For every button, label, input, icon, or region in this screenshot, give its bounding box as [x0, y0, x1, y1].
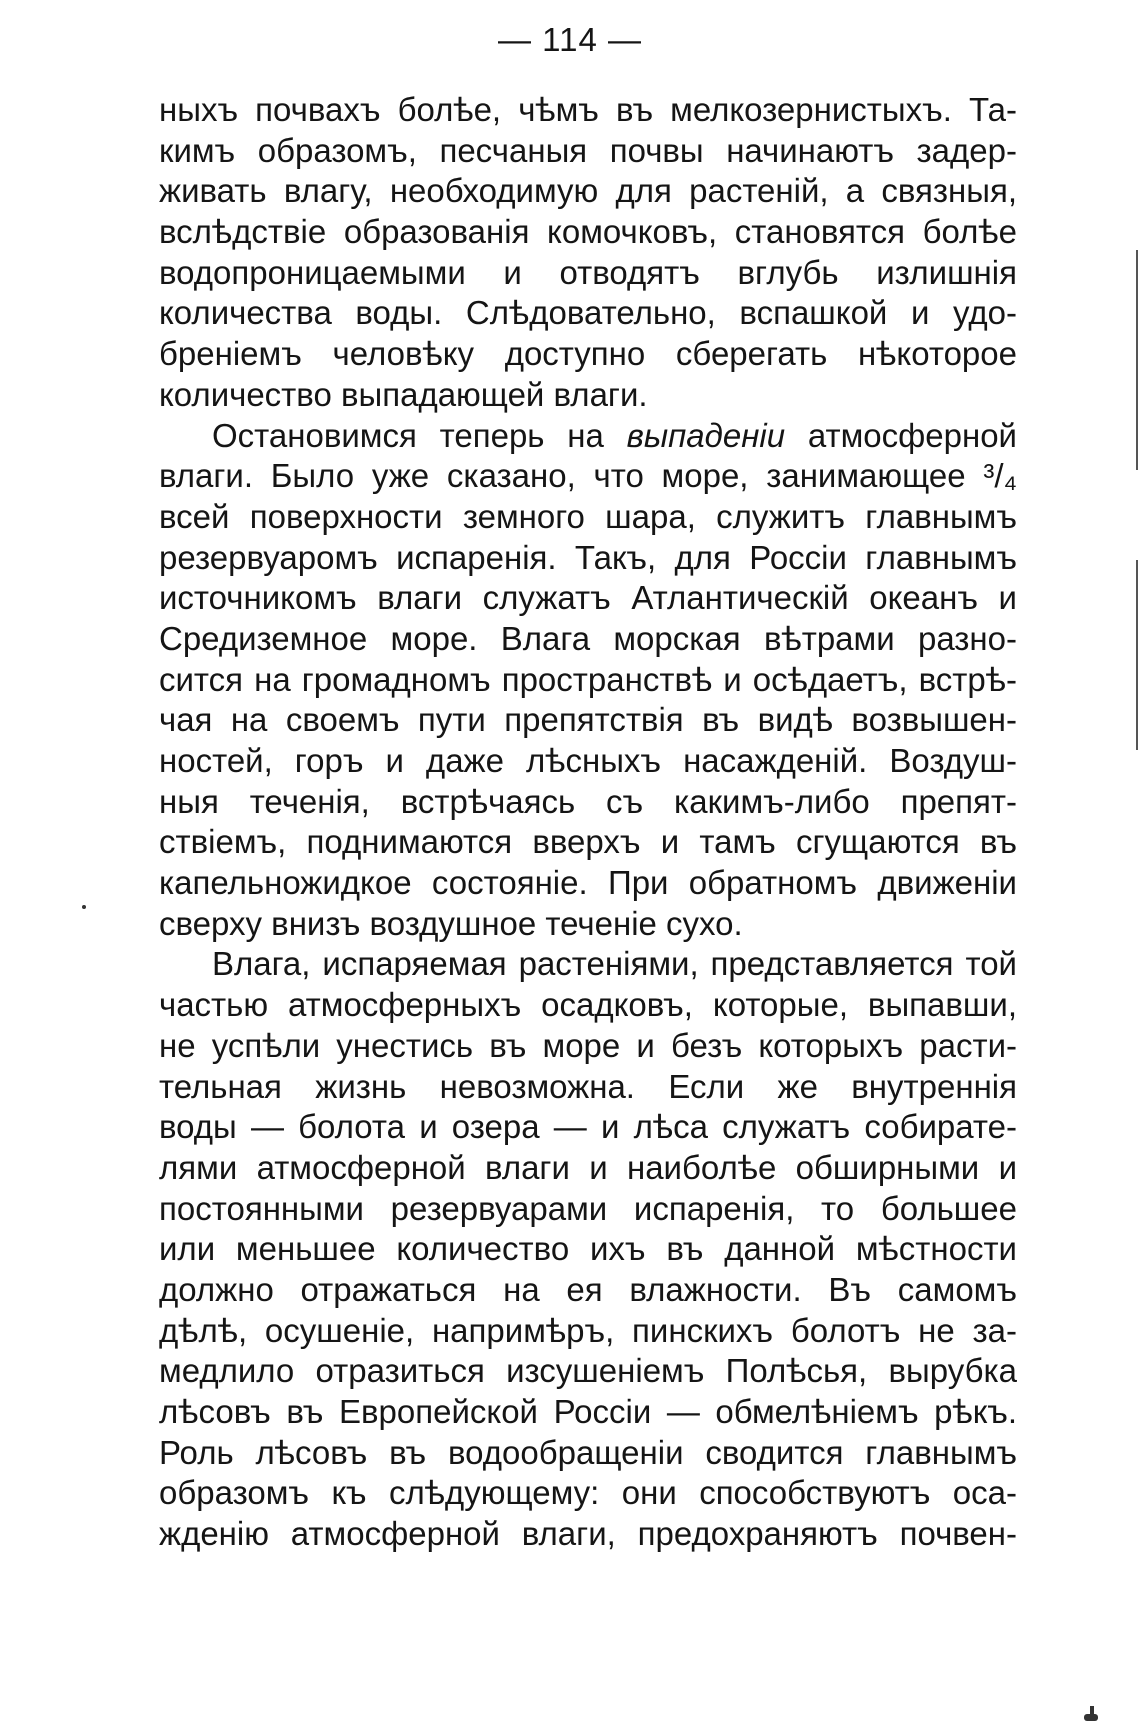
- scan-speck: [82, 905, 86, 909]
- text-line: медлило отразиться изсушеніемъ Полѣсья, вырубка: [159, 1352, 1017, 1390]
- text-line: резервуаромъ испаренія. Такъ, для Россіи главнымъ: [159, 538, 1017, 576]
- text-line: лями атмосферной влаги и наиболѣе обширными и: [159, 1148, 1017, 1186]
- text-line: Средиземное море. Влага морская вѣтрами разно-: [159, 619, 1017, 657]
- page-edge-line: [1136, 560, 1138, 750]
- text-line: должно отражаться на ея влажности. Въ самомъ: [159, 1270, 1017, 1308]
- text-line: кимъ образомъ, песчаныя почвы начинаютъ задер-: [159, 131, 1017, 169]
- text-line: источникомъ влаги служатъ Атлантическій океанъ и: [159, 579, 1017, 617]
- scan-speck: [1090, 1706, 1094, 1714]
- text-line: вслѣдствіе образованія комочковъ, становятся болѣе: [159, 213, 1017, 251]
- text-line: лѣсовъ въ Европейской Россіи — обмелѣніемъ рѣкъ.: [159, 1393, 1017, 1430]
- text-line: влаги. Было уже сказано, что море, занимающее ³/₄: [159, 457, 1017, 495]
- page-number: — 114 —: [498, 21, 642, 58]
- text-line: или меньшее количество ихъ въ данной мѣстности: [159, 1230, 1017, 1268]
- text-line: постоянными резервуарами испаренія, то большее: [159, 1189, 1017, 1227]
- text-line: количество выпадающей влаги.: [159, 375, 648, 413]
- text-line: не успѣли унестись въ море и безъ которыхъ расти-: [159, 1026, 1017, 1064]
- text-line: сится на громадномъ пространствѣ и осѣдаетъ, встрѣ-: [159, 660, 1017, 698]
- text-line: ныя теченія, встрѣчаясь съ какимъ-либо препят-: [159, 782, 1017, 820]
- scan-speck: [1084, 1714, 1098, 1721]
- text-line: количества воды. Слѣдовательно, вспашкой и удо-: [159, 294, 1017, 332]
- text-line: ствіемъ, поднимаются вверхъ и тамъ сгущаются въ: [159, 823, 1017, 861]
- page-edge-line: [1136, 250, 1138, 470]
- text-line: Влага, испаряемая растеніями, представляется той: [212, 945, 1017, 983]
- text-line: дѣлѣ, осушеніе, напримѣръ, пинскихъ болотъ не за-: [159, 1311, 1017, 1349]
- text-line: Остановимся теперь на выпаденіи атмосферной: [212, 416, 1017, 454]
- text-line: ностей, горъ и даже лѣсныхъ насажденій. Воздуш-: [159, 742, 1017, 779]
- text-line: бреніемъ человѣку доступно сберегать нѣкоторое: [159, 335, 1017, 373]
- text-line: образомъ къ слѣдующему: они способствуютъ оса-: [159, 1474, 1017, 1512]
- text-line: жденію атмосферной влаги, предохраняютъ почвен-: [159, 1515, 1017, 1553]
- text-line: живать влагу, необходимую для растеній, а связныя,: [159, 172, 1017, 210]
- text-line: всей поверхности земного шара, служитъ главнымъ: [159, 497, 1017, 535]
- text-line: ныхъ почвахъ болѣе, чѣмъ въ мелкозернистыхъ. Та-: [159, 91, 1017, 128]
- text-line: капельножидкое состояніе. При обратномъ движеніи: [159, 864, 1017, 902]
- text-line: воды — болота и озера — и лѣса служатъ собирате-: [159, 1108, 1017, 1146]
- text-line: чая на своемъ пути препятствія въ видѣ возвышен-: [159, 701, 1017, 739]
- text-line: тельная жизнь невозможна. Если же внутреннія: [159, 1067, 1017, 1105]
- text-line: сверху внизъ воздушное теченіе сухо.: [159, 904, 743, 942]
- italic-term: выпаденіи: [626, 416, 786, 454]
- text-line: частью атмосферныхъ осадковъ, которые, выпавши,: [159, 986, 1017, 1024]
- text-line: водопроницаемыми и отводятъ вглубь излишнія: [159, 253, 1017, 291]
- text-line: Роль лѣсовъ въ водообращеніи сводится главнымъ: [159, 1433, 1017, 1471]
- page-body: [159, 90, 1017, 1555]
